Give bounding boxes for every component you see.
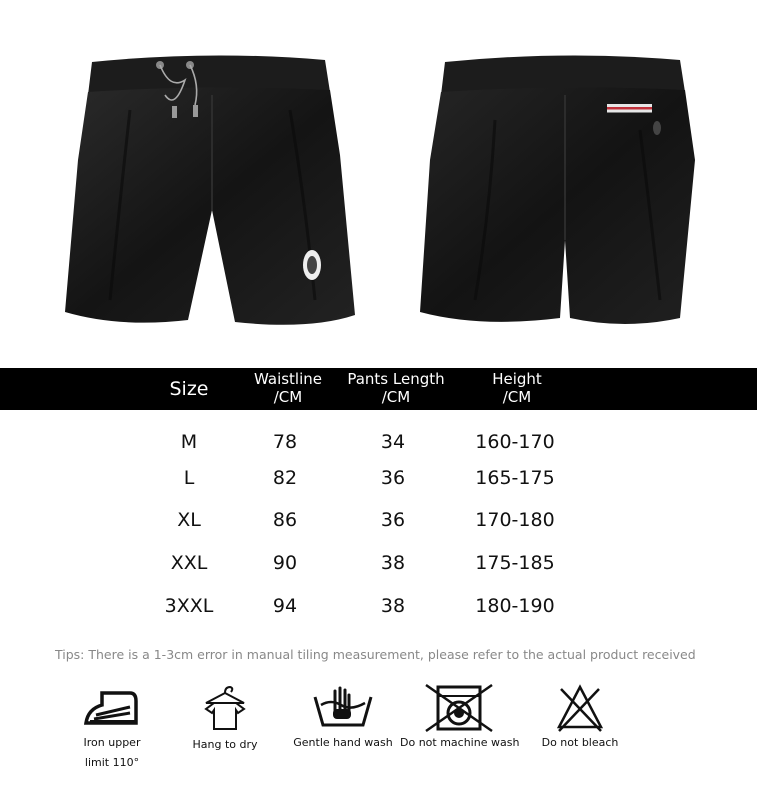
table-row	[0, 509, 757, 537]
header-size: Size	[169, 378, 209, 400]
cell-waistline: 90	[272, 552, 298, 574]
cell-waistline: 78	[272, 431, 298, 453]
cell-size: L	[183, 467, 195, 489]
iron-icon	[80, 683, 144, 733]
care-item-hand-wash	[292, 683, 394, 753]
cell-pants-length: 34	[380, 431, 406, 453]
table-row	[0, 552, 757, 580]
cell-height: 160-170	[475, 431, 555, 453]
cell-pants-length: 38	[380, 552, 406, 574]
measurement-tip: Tips: There is a 1-3cm error in manual tiling measurement, please refer to the actual product received	[55, 647, 696, 662]
cell-size: 3XXL	[164, 595, 214, 617]
cell-pants-length: 36	[380, 467, 406, 489]
care-item-no-bleach	[538, 683, 622, 753]
hang-dry-icon	[200, 683, 250, 735]
cell-size: XL	[177, 509, 201, 531]
care-item-no-machine-wash	[400, 683, 518, 753]
care-label: Do not bleach	[541, 736, 619, 749]
table-row	[0, 467, 757, 495]
cell-height: 165-175	[475, 467, 555, 489]
care-label: Gentle hand wash	[293, 736, 393, 749]
header-waistline: Waistline /CM	[254, 370, 322, 406]
cell-size: XXL	[170, 552, 208, 574]
cell-pants-length: 36	[380, 509, 406, 531]
table-row	[0, 431, 757, 459]
no-machine-wash-icon	[424, 683, 494, 733]
cell-height: 170-180	[475, 509, 555, 531]
cell-size: M	[180, 431, 198, 453]
hand-wash-icon	[311, 683, 375, 733]
care-label: Do not machine wash	[400, 736, 520, 749]
care-label: Iron upper limit 110°	[83, 736, 141, 769]
care-item-hang-dry	[185, 683, 265, 755]
no-bleach-icon	[555, 683, 605, 733]
cell-height: 180-190	[475, 595, 555, 617]
size-table-header	[0, 368, 757, 410]
header-pants-length: Pants Length /CM	[347, 370, 445, 406]
shorts-front-image	[40, 0, 380, 345]
cell-pants-length: 38	[380, 595, 406, 617]
header-height: Height /CM	[492, 370, 542, 406]
cell-height: 175-185	[475, 552, 555, 574]
cell-waistline: 94	[272, 595, 298, 617]
shorts-back-image	[395, 0, 735, 345]
table-row	[0, 595, 757, 623]
cell-waistline: 86	[272, 509, 298, 531]
cell-waistline: 82	[272, 467, 298, 489]
care-label: Hang to dry	[192, 738, 258, 751]
care-item-iron	[70, 683, 154, 773]
